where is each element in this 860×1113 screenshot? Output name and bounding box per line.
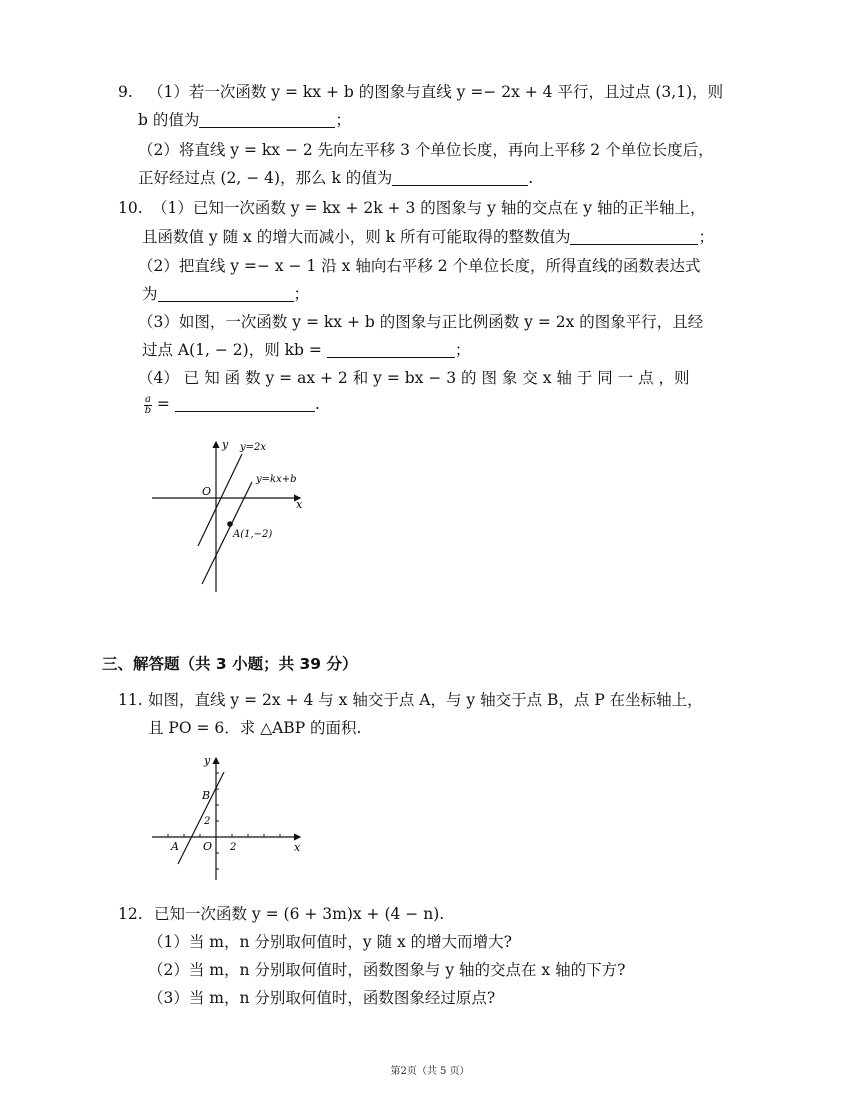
q10-part3-line2: [142, 340, 470, 360]
q12-number: 12.: [118, 905, 143, 923]
q10-part3-line1: （3）如图，一次函数 y = kx + b 的图象与正比例函数 y = 2x 的图象平行，且经: [138, 313, 704, 331]
q10-figure-label-line2: y=kx+b: [256, 474, 297, 485]
q10-part4-equals: =: [156, 395, 170, 413]
q11-line1: 如图，直线 y = 2x + 4 与 x 轴交于点 A，与 y 轴交于点 B，点 P 在坐标轴上，: [148, 691, 703, 709]
q11-figure-label-x: x: [294, 841, 301, 854]
q12-line1: 已知一次函数 y = (6 + 3m)x + (4 − n).: [154, 905, 445, 923]
q11-figure-label-y: y: [204, 754, 211, 767]
q10-part2-prefix: 为: [142, 285, 158, 303]
q11-number: 11.: [118, 691, 143, 709]
q10-part4-suffix: .: [314, 395, 320, 413]
q9-part1-suffix: ；: [335, 111, 351, 129]
q9-part2-suffix: .: [528, 169, 534, 187]
q10-part2-suffix: ；: [293, 285, 310, 303]
q10-number: 10.: [118, 199, 143, 217]
q10-part2-line1: （2）把直线 y =− x − 1 沿 x 轴向右平移 2 个单位长度，所得直线的函数表达式: [138, 257, 701, 275]
q11-figure-line: [178, 772, 224, 864]
q10-figure-label-y: y: [222, 438, 229, 451]
q10-figure-label-point: A(1,−2): [233, 529, 273, 540]
q9-answer-blank-2[interactable]: [392, 169, 528, 186]
q10-figure-label-x: x: [296, 498, 303, 511]
q10-part1-line1: （1）已知一次函数 y = kx + 2k + 3 的图象与 y 轴的交点在 y 轴的正半轴上，: [152, 199, 706, 217]
q9-number: 9.: [118, 83, 133, 101]
q10-figure-label-origin: O: [202, 485, 212, 498]
q11-figure-tick-x-label: 2: [230, 842, 237, 853]
q11-figure-tick-y-label: 2: [204, 816, 211, 827]
q10-part3-suffix: ；: [454, 341, 471, 359]
q10-fraction: [144, 395, 152, 416]
page-footer: 第2页（共 5 页）: [390, 1066, 470, 1077]
q10-figure-label-line1: y=2x: [240, 442, 267, 453]
q10-part1-prefix: 且函数值 y 随 x 的增大而减小，则 k 所有可能取得的整数值为: [142, 228, 571, 246]
q10-figure-point-a: [227, 521, 233, 527]
q9-part1-line1: （1）若一次函数 y = kx + b 的图象与直线 y =− 2x + 4 平行，且过点 (3,1)，则: [148, 83, 724, 101]
q10-fraction-numerator: a: [145, 393, 151, 405]
q10-fraction-denominator: b: [144, 404, 152, 416]
q9-answer-blank-1[interactable]: [199, 111, 335, 128]
section3-title: 三、解答题（共 3 小题；共 39 分）: [102, 655, 358, 673]
q9-part2-line2: [138, 168, 533, 188]
q9-part1-line2: [138, 110, 351, 130]
q11-figure-label-b: B: [202, 789, 211, 802]
q11-line2: 且 PO = 6．求 △ABP 的面积.: [148, 719, 362, 737]
q12-sub3: （3）当 m，n 分别取何值时，函数图象经过原点?: [148, 989, 496, 1007]
q11-figure-label-origin: O: [203, 840, 213, 853]
q9-part2-prefix: 正好经过点 (2, − 4)，那么 k 的值为: [138, 169, 393, 187]
q11-figure-label-a: A: [171, 840, 179, 853]
q10-part1-suffix: ；: [698, 228, 714, 246]
q10-part3-prefix: 过点 A(1, − 2)，则 kb =: [142, 341, 322, 359]
q9-part1-prefix: b 的值为: [138, 111, 200, 129]
q10-part4-line1: （4） 已 知 函 数 y = ax + 2 和 y = bx − 3 的 图 象 交 x 轴 于 同 一 点 ，则: [138, 369, 690, 387]
q10-answer-blank-4[interactable]: [175, 395, 315, 412]
q12-sub2: （2）当 m，n 分别取何值时，函数图象与 y 轴的交点在 x 轴的下方?: [148, 961, 626, 979]
q9-part2-line1: （2）将直线 y = kx − 2 先向左平移 3 个单位长度，再向上平移 2 个单位长度后，: [138, 141, 714, 159]
q10-part2-line2: [142, 284, 309, 304]
q10-part4-line2: [144, 394, 320, 416]
q10-figure: [150, 436, 310, 596]
q10-part1-line2: [142, 227, 714, 247]
q10-answer-blank-1[interactable]: [570, 228, 698, 245]
q12-sub1: （1）当 m，n 分别取何值时，y 随 x 的增大而增大?: [148, 933, 512, 951]
q10-answer-blank-3[interactable]: [327, 341, 455, 358]
q10-answer-blank-2[interactable]: [158, 285, 294, 302]
q11-figure: [148, 752, 308, 884]
